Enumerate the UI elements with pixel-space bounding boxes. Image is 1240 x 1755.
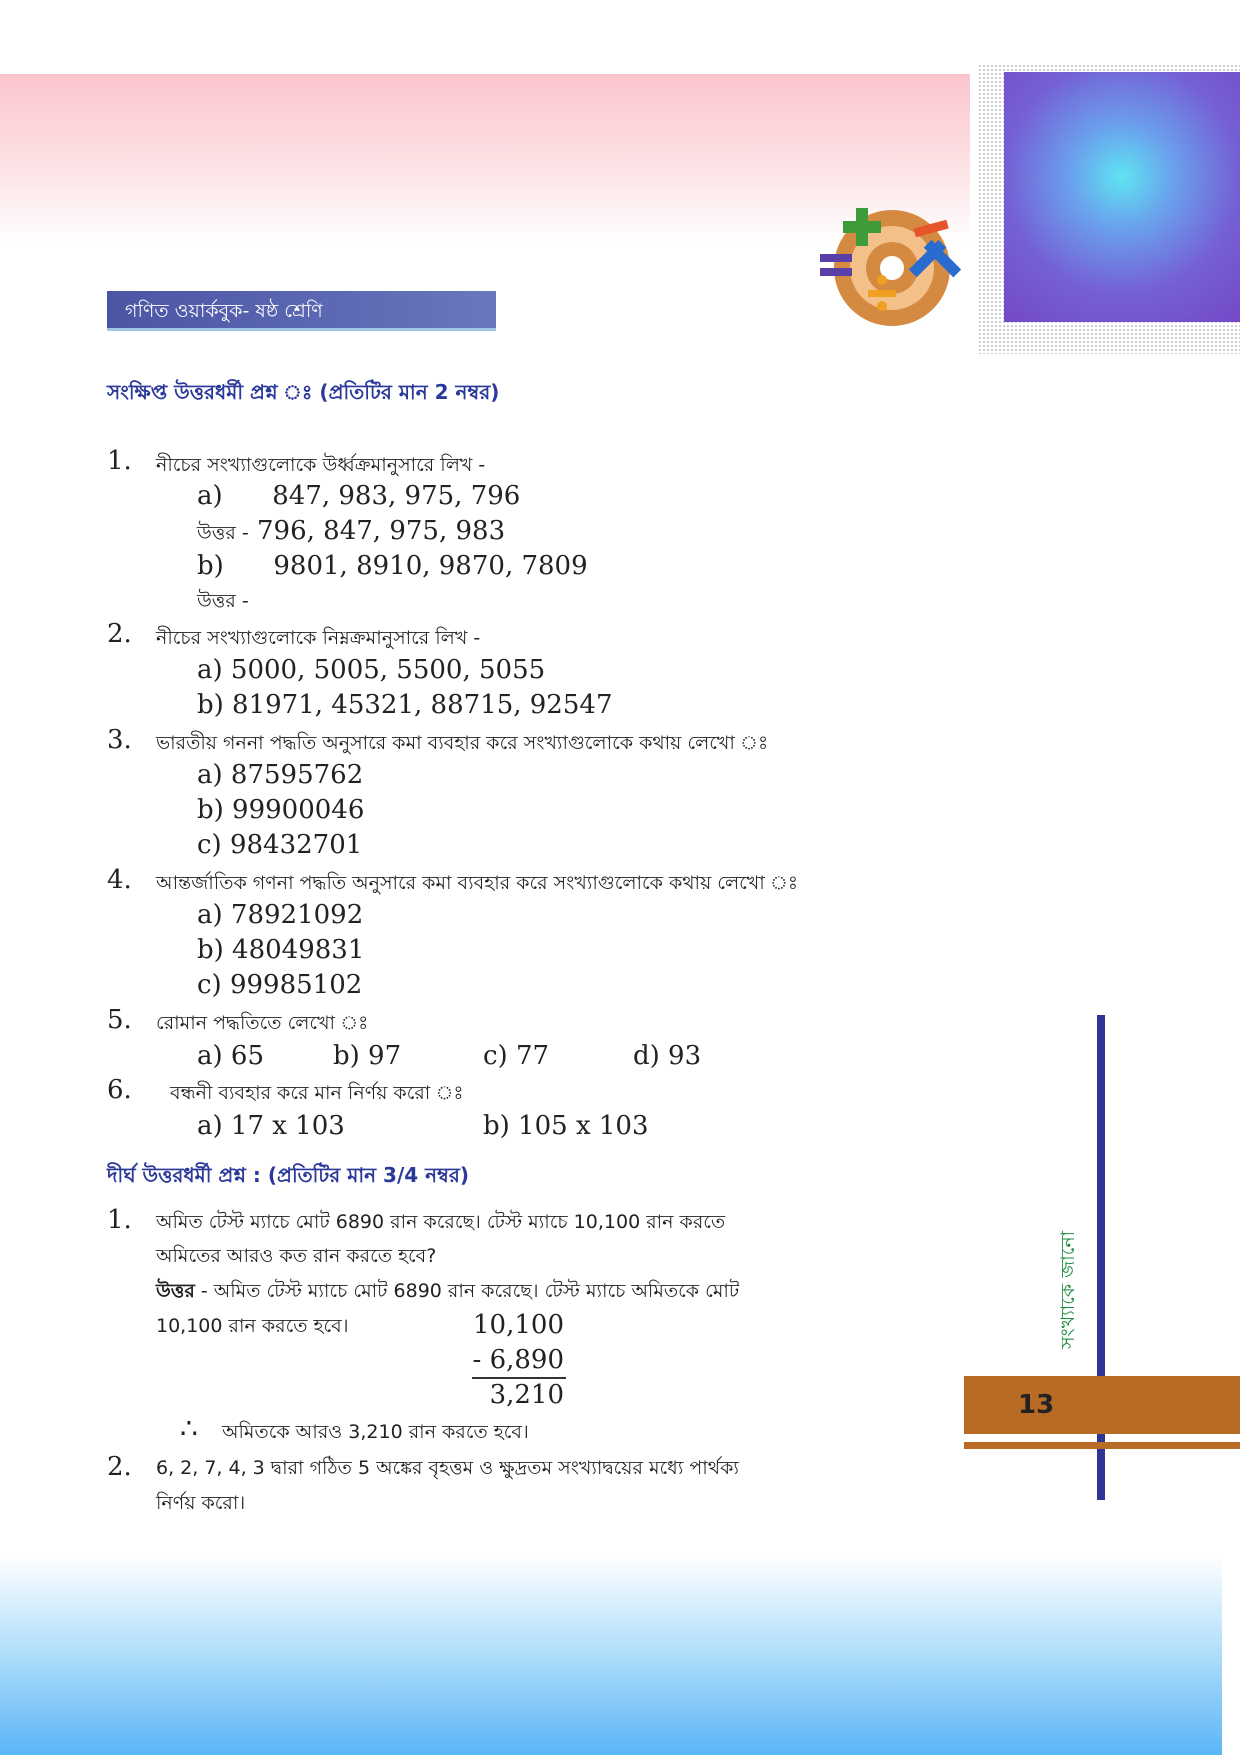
- q3-a: a) 87595762: [197, 760, 364, 790]
- short-answer-heading: সংক্ষিপ্ত উত্তরধর্মী প্রশ্ন ঃ (প্রতিটির মান 2 নম্বর): [107, 380, 500, 404]
- answer-label: উত্তর -: [197, 522, 249, 544]
- q6-b: b) 105 x 103: [483, 1111, 649, 1141]
- q6-a: a) 17 x 103: [197, 1111, 345, 1141]
- q3-c: c) 98432701: [197, 830, 363, 860]
- lq1-number: 1.: [107, 1205, 132, 1235]
- chapter-side-label: সংখ্যাকে জানো: [1057, 1230, 1079, 1350]
- q3-number: 3.: [107, 725, 132, 755]
- q5-b: b) 97: [333, 1041, 402, 1071]
- q5-a: a) 65: [197, 1041, 264, 1071]
- lq2-number: 2.: [107, 1452, 132, 1482]
- lq2-line2: নির্ণয় করো।: [156, 1492, 246, 1514]
- book-title-banner: গণিত ওয়ার্কবুক- ষষ্ঠ শ্রেণি: [107, 291, 496, 331]
- q5-d: d) 93: [633, 1041, 702, 1071]
- q2-a: a) 5000, 5005, 5500, 5055: [197, 655, 546, 685]
- q1-b: b) 9801, 8910, 9870, 7809: [197, 551, 588, 581]
- q1-a: a) 847, 983, 975, 796: [197, 481, 521, 511]
- q4-c: c) 99985102: [197, 970, 363, 1000]
- q1-b-answer: উত্তর -: [197, 590, 249, 612]
- q4-text: আন্তর্জাতিক গণনা পদ্ধতি অনুসারে কমা ব্যবহার করে সংখ্যাগুলোকে কথায় লেখো ঃ: [156, 872, 798, 894]
- q2-text: নীচের সংখ্যাগুলোকে নিম্নক্রমানুসারে লিখ -: [156, 627, 481, 649]
- lq1-line1: অমিত টেস্ট ম্যাচে মোট 6890 রান করেছে। টেস্ট ম্যাচে 10,100 রান করতে: [156, 1211, 726, 1233]
- calc-subtrahend: - 6,890: [472, 1345, 564, 1375]
- q2-number: 2.: [107, 619, 132, 649]
- calc-result: 3,210: [489, 1380, 564, 1410]
- q3-text: ভারতীয় গননা পদ্ধতি অনুসারে কমা ব্যবহার করে সংখ্যাগুলোকে কথায় লেখো ঃ: [156, 732, 769, 754]
- lq2-line1: 6, 2, 7, 4, 3 দ্বারা গঠিত 5 অঙ্কের বৃহত্তম ও ক্ষুদ্রতম সংখ্যাদ্বয়ের মধ্যে পার্থক্য: [156, 1457, 739, 1479]
- q5-number: 5.: [107, 1005, 132, 1035]
- math-operators-icon: [816, 202, 968, 334]
- q1-number: 1.: [107, 446, 132, 476]
- answer-text: - অমিত টেস্ট ম্যাচে মোট 6890 রান করেছে। টেস্ট ম্যাচে অমিতকে মোট: [194, 1280, 740, 1302]
- corner-gradient-box: [1004, 72, 1240, 322]
- q1-text: নীচের সংখ্যাগুলোকে উর্ধ্বক্রমানুসারে লিখ -: [156, 454, 486, 476]
- long-answer-heading: দীর্ঘ উত্তরধর্মী প্রশ্ন : (প্রতিটির মান 3/4 নম্বর): [107, 1163, 470, 1187]
- bottom-decor-band: [0, 1555, 1222, 1755]
- lq1-line2: অমিতের আরও কত রান করতে হবে?: [156, 1245, 437, 1267]
- answer-values: 796, 847, 975, 983: [248, 516, 506, 546]
- q4-number: 4.: [107, 865, 132, 895]
- q5-text: রোমান পদ্ধতিতে লেখো ঃ: [156, 1012, 369, 1034]
- q1-a-answer: [197, 515, 505, 549]
- answer-label: উত্তর: [156, 1280, 195, 1302]
- calc-rule: [472, 1377, 566, 1379]
- lq1-answer-line2: 10,100 রান করতে হবে।: [156, 1315, 349, 1337]
- lq1-answer-line1: [156, 1275, 739, 1307]
- q2-b: b) 81971, 45321, 88715, 92547: [197, 690, 613, 720]
- q6-number: 6.: [107, 1075, 132, 1105]
- q3-b: b) 99900046: [197, 795, 365, 825]
- q4-a: a) 78921092: [197, 900, 364, 930]
- calc-minuend: 10,100: [473, 1310, 564, 1340]
- q6-text: বন্ধনী ব্যবহার করে মান নির্ণয় করো ঃ: [170, 1082, 464, 1104]
- lq1-conclusion: অমিতকে আরও 3,210 রান করতে হবে।: [222, 1421, 529, 1443]
- q4-b: b) 48049831: [197, 935, 365, 965]
- page-number: 13: [964, 1376, 1240, 1434]
- q5-c: c) 77: [483, 1041, 550, 1071]
- page-number-rule: [964, 1442, 1240, 1449]
- therefore-symbol: ∴: [180, 1412, 198, 1445]
